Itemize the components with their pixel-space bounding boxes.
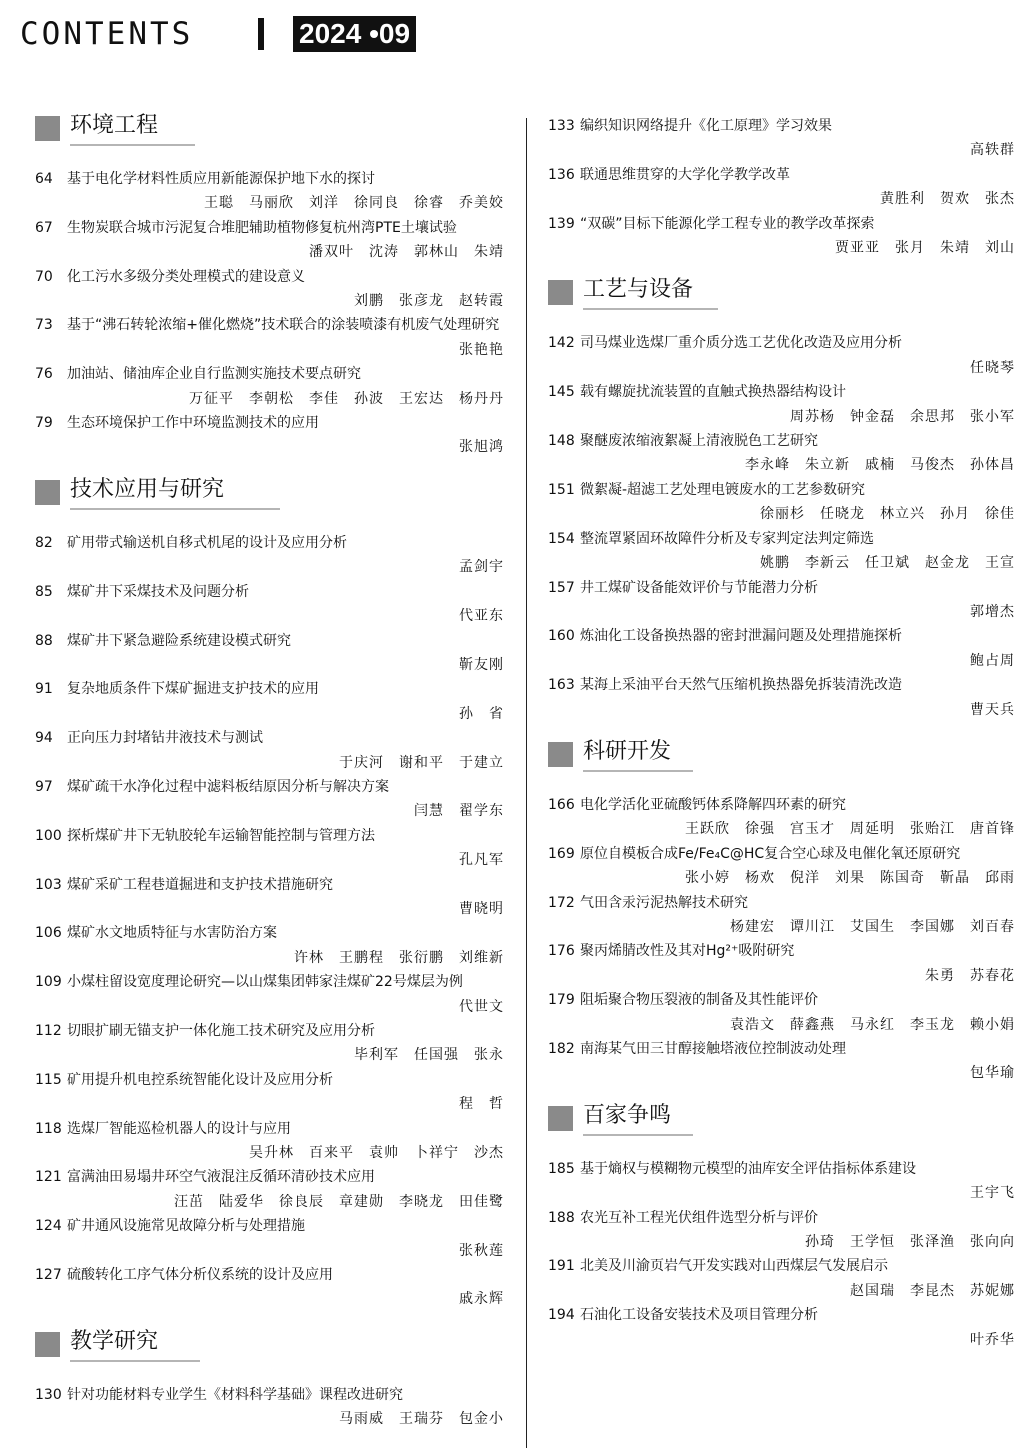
article-authors: 马雨威 王瑞芬 包金小 — [339, 1411, 504, 1428]
toc-entry[interactable] — [548, 988, 1015, 1037]
header-divider-bar — [258, 18, 264, 50]
toc-entry[interactable] — [548, 1303, 1015, 1352]
entry-title-line — [548, 380, 1015, 404]
toc-entry[interactable] — [35, 411, 504, 460]
page-number: 94 — [35, 730, 53, 747]
article-authors: 程 哲 — [459, 1096, 504, 1113]
section-square-icon — [35, 116, 60, 141]
entry-title-line — [548, 429, 1015, 453]
page-number: 148 — [548, 433, 575, 450]
entry-title-line — [548, 624, 1015, 648]
article-authors: 李永峰 朱立新 戚楠 马俊杰 孙体昌 — [745, 457, 1015, 474]
article-authors: 刘鹏 张彦龙 赵转霞 — [354, 293, 504, 310]
toc-section — [548, 276, 1015, 722]
section-underline — [70, 508, 280, 510]
page-number: 109 — [35, 974, 62, 991]
article-authors: 张小婷 杨欢 倪洋 刘果 陈国奇 靳晶 邱雨 — [685, 870, 1015, 887]
article-authors: 叶乔华 — [970, 1331, 1015, 1348]
toc-entry[interactable] — [548, 624, 1015, 673]
toc-section — [548, 1102, 1015, 1352]
toc-entry[interactable] — [35, 167, 504, 216]
article-authors: 徐丽杉 任晓龙 林立兴 孙月 徐佳 — [760, 506, 1015, 523]
page-number: 151 — [548, 481, 575, 498]
article-authors: 于庆河 谢和平 于建立 — [339, 754, 504, 771]
article-title: 矿井通风设施常见故障分析与处理措施 — [67, 1218, 305, 1235]
page-number: 157 — [548, 579, 575, 596]
article-authors: 王宇飞 — [970, 1185, 1015, 1202]
entry-title-line — [548, 1157, 1015, 1181]
article-authors: 包华瑜 — [970, 1065, 1015, 1082]
article-authors: 贾亚亚 张月 朱靖 刘山 — [835, 240, 1015, 257]
article-title: 硫酸转化工序气体分析仪系统的设计及应用 — [67, 1267, 333, 1284]
toc-entry[interactable] — [548, 163, 1015, 212]
page-number: 82 — [35, 534, 53, 551]
article-authors: 曹天兵 — [970, 701, 1015, 718]
toc-entry[interactable] — [548, 891, 1015, 940]
entry-title-line — [35, 677, 504, 701]
entry-title-line — [548, 1303, 1015, 1327]
toc-entry[interactable] — [35, 970, 504, 1019]
page-number: 130 — [35, 1386, 62, 1403]
section-underline — [70, 144, 195, 146]
page-number: 191 — [548, 1258, 575, 1275]
article-authors: 许林 王鹏程 张衍鹏 刘维新 — [294, 949, 504, 966]
toc-entry[interactable] — [548, 114, 1015, 163]
article-authors: 赵国瑞 李昆杰 苏妮娜 — [850, 1282, 1015, 1299]
page-number: 163 — [548, 677, 575, 694]
article-title: 电化学活化亚硫酸钙体系降解四环素的研究 — [580, 796, 846, 813]
toc-section — [35, 1328, 504, 1432]
page-number: 145 — [548, 384, 575, 401]
toc-entry[interactable] — [548, 1206, 1015, 1255]
page-number: 97 — [35, 778, 53, 795]
section-title: 技术应用与研究 — [70, 476, 225, 502]
entry-title-line — [548, 673, 1015, 697]
article-title: 矿用提升机电控系统智能化设计及应用分析 — [67, 1071, 333, 1088]
page-number: 182 — [548, 1041, 575, 1057]
article-title: 富满油田易塌井环空气液混注反循环清砂技术应用 — [67, 1169, 375, 1186]
article-authors: 孙琦 王学恒 张泽渔 张向向 — [805, 1234, 1015, 1251]
section-square-icon — [35, 480, 60, 505]
article-title: 生态环境保护工作中环境监测技术的应用 — [67, 415, 319, 432]
issue-badge: 2024 •09 — [293, 16, 416, 52]
toc-entry[interactable] — [35, 824, 504, 873]
toc-entry[interactable] — [35, 313, 504, 362]
page-number: 76 — [35, 366, 53, 383]
page-number: 133 — [548, 118, 575, 134]
article-authors: 王跃欣 徐强 宫玉才 周延明 张贻江 唐首锋 — [685, 821, 1015, 838]
toc-section — [548, 738, 1015, 1086]
toc-entry[interactable] — [548, 939, 1015, 988]
entry-title-line — [548, 1037, 1015, 1061]
toc-entry[interactable] — [548, 1157, 1015, 1206]
page-number: 85 — [35, 583, 53, 600]
article-title: 切眼扩刷无锚支护一体化施工技术研究及应用分析 — [67, 1023, 375, 1039]
article-authors: 张艳艳 — [459, 341, 504, 358]
article-title: 微絮凝-超滤工艺处理电镀废水的工艺参数研究 — [580, 481, 866, 498]
section-square-icon — [35, 1332, 60, 1357]
toc-entry[interactable] — [548, 793, 1015, 842]
section-square-icon — [548, 1106, 573, 1131]
article-title: 聚醚废浓缩液絮凝上清液脱色工艺研究 — [580, 433, 818, 450]
article-authors: 孙 省 — [459, 705, 504, 722]
section-heading — [548, 276, 1015, 306]
article-title: 小煤柱留设宽度理论研究—以山煤集团韩家洼煤矿22号煤层为例 — [67, 974, 463, 991]
page-number: 160 — [548, 628, 575, 645]
section-underline — [70, 1360, 200, 1362]
entry-title-line — [35, 216, 504, 240]
article-title: 阻垢聚合物压裂液的制备及其性能评价 — [580, 992, 818, 1009]
article-authors: 张秋莲 — [459, 1242, 504, 1259]
entry-title-line — [35, 313, 504, 337]
entry-title-line — [548, 891, 1015, 915]
entry-title-line — [35, 265, 504, 289]
article-title: 原位自模板合成Fe/Fe₄C@HC复合空心球及电催化氧还原研究 — [580, 845, 961, 862]
article-authors: 张旭鸿 — [459, 439, 504, 456]
section-underline — [583, 308, 718, 310]
article-title: 气田含汞污泥热解技术研究 — [580, 894, 748, 911]
section-heading — [35, 476, 504, 506]
article-authors: 代亚东 — [459, 608, 504, 625]
toc-entry[interactable] — [35, 580, 504, 629]
article-title: 基于“沸石转轮浓缩+催化燃烧”技术联合的涂装喷漆有机废气处理研究 — [67, 317, 500, 334]
toc-entry[interactable] — [548, 527, 1015, 576]
toc-entry[interactable] — [35, 1117, 504, 1166]
article-authors: 汪茁 陆爱华 徐良辰 章建勋 李晓龙 田佳鹭 — [174, 1193, 504, 1210]
page-number: 91 — [35, 681, 53, 698]
toc-entry[interactable] — [35, 1068, 504, 1117]
entry-title-line — [548, 939, 1015, 963]
article-title: 矿用带式输送机自移式机尾的设计及应用分析 — [67, 534, 347, 551]
article-title: “双碳”目标下能源化学工程专业的教学改革探索 — [580, 215, 875, 232]
toc-entry[interactable] — [35, 216, 504, 265]
page-number: 100 — [35, 827, 62, 844]
page-number: 103 — [35, 876, 62, 893]
article-authors: 王聪 马丽欣 刘洋 徐同良 徐睿 乔美姣 — [204, 195, 504, 212]
article-title: 炼油化工设备换热器的密封泄漏问题及处理措施探析 — [580, 628, 902, 645]
article-title: 南海某气田三甘醇接触塔液位控制波动处理 — [580, 1041, 846, 1057]
section-square-icon — [548, 742, 573, 767]
toc-entry[interactable] — [548, 576, 1015, 625]
section-underline — [583, 1134, 693, 1136]
entry-title-line — [548, 842, 1015, 866]
article-title: 煤矿疏干水净化过程中滤料板结原因分析与解决方案 — [67, 778, 389, 795]
article-title: 基于电化学材料性质应用新能源保护地下水的探讨 — [67, 171, 375, 187]
entry-title-line — [35, 970, 504, 994]
page-number: 188 — [548, 1209, 575, 1226]
article-title: 煤矿水文地质特征与水害防治方案 — [67, 925, 277, 942]
toc-entry[interactable] — [548, 212, 1015, 261]
article-authors: 杨建宏 谭川江 艾国生 李国娜 刘百春 — [730, 918, 1015, 935]
toc-entry[interactable] — [35, 775, 504, 824]
toc-entry[interactable] — [548, 1254, 1015, 1303]
article-title: 编织知识网络提升《化工原理》学习效果 — [580, 118, 832, 134]
toc-entry[interactable] — [35, 1019, 504, 1068]
entry-title-line — [35, 1068, 504, 1092]
toc-section — [35, 112, 504, 460]
article-title: 加油站、储油库企业自行监测实施技术要点研究 — [67, 366, 361, 383]
section-title: 工艺与设备 — [583, 277, 694, 303]
article-authors: 靳友刚 — [459, 656, 504, 673]
page-number: 127 — [35, 1267, 62, 1284]
article-title: 农光互补工程光伏组件选型分析与评价 — [580, 1209, 818, 1226]
article-authors: 潘双叶 沈涛 郭林山 朱靖 — [309, 244, 504, 261]
section-heading — [35, 112, 504, 142]
entry-title-line — [35, 531, 504, 555]
toc-entry[interactable] — [548, 842, 1015, 891]
page-number: 179 — [548, 992, 575, 1009]
section-heading — [35, 1328, 504, 1358]
section-heading — [548, 738, 1015, 768]
toc-entry[interactable] — [548, 380, 1015, 429]
entry-title-line — [35, 1263, 504, 1287]
article-authors: 朱勇 苏春花 — [925, 967, 1015, 984]
section-square-icon — [548, 280, 573, 305]
page-number: 106 — [35, 925, 62, 942]
entry-title-line — [35, 411, 504, 435]
section-underline — [583, 770, 693, 772]
toc-entry[interactable] — [35, 265, 504, 314]
toc-section — [35, 476, 504, 1312]
page-number: 185 — [548, 1160, 575, 1177]
toc-entry[interactable] — [35, 726, 504, 775]
article-authors: 吴升林 百来平 袁帅 卜祥宁 沙杰 — [249, 1145, 504, 1162]
section-title: 科研开发 — [583, 738, 672, 764]
toc-entry[interactable] — [35, 1165, 504, 1214]
article-authors: 孟剑宇 — [459, 559, 504, 576]
entry-title-line — [548, 527, 1015, 551]
article-title: 司马煤业选煤厂重介质分选工艺优化改造及应用分析 — [580, 335, 902, 352]
entry-title-line — [35, 726, 504, 750]
article-title: 针对功能材料专业学生《材料科学基础》课程改进研究 — [67, 1386, 403, 1403]
page-number: 79 — [35, 415, 53, 432]
article-authors: 袁浩文 薛鑫燕 马永红 李玉龙 赖小娟 — [730, 1016, 1015, 1033]
entry-title-line — [35, 1165, 504, 1189]
article-title: 基于熵权与模糊物元模型的油库安全评估指标体系建设 — [580, 1160, 916, 1177]
article-title: 复杂地质条件下煤矿掘进支护技术的应用 — [67, 681, 319, 698]
toc-entry[interactable] — [35, 677, 504, 726]
page-number: 121 — [35, 1169, 62, 1186]
toc-section — [548, 114, 1015, 260]
page-number: 124 — [35, 1218, 62, 1235]
page-number: 115 — [35, 1071, 62, 1088]
article-title: 聚丙烯腈改性及其对Hg²⁺吸附研究 — [580, 943, 795, 960]
page-number: 112 — [35, 1023, 62, 1039]
entry-title-line — [35, 1019, 504, 1043]
entry-title-line — [35, 1117, 504, 1141]
contents-title: CONTENTS — [20, 16, 194, 52]
toc-entry[interactable] — [35, 362, 504, 411]
entry-title-line — [548, 576, 1015, 600]
article-authors: 代世文 — [459, 998, 504, 1015]
toc-entry[interactable] — [35, 1263, 504, 1312]
article-title: 载有螺旋扰流装置的直触式换热器结构设计 — [580, 384, 846, 401]
article-authors: 鲍占周 — [970, 652, 1015, 669]
entry-title-line — [548, 1206, 1015, 1230]
page-number: 88 — [35, 632, 53, 649]
article-authors: 姚鹏 李新云 任卫斌 赵金龙 王宣 — [760, 555, 1015, 572]
entry-title-line — [35, 167, 504, 191]
entry-title-line — [548, 793, 1015, 817]
article-title: 整流罩紧固环故障件分析及专家判定法判定筛选 — [580, 530, 874, 547]
toc-entry[interactable] — [548, 429, 1015, 478]
entry-title-line — [548, 163, 1015, 187]
article-authors: 高轶群 — [970, 142, 1015, 159]
page-number: 64 — [35, 171, 53, 187]
article-title: 煤矿井下紧急避险系统建设模式研究 — [67, 632, 291, 649]
page-number: 194 — [548, 1307, 575, 1324]
page-number: 139 — [548, 215, 575, 232]
article-title: 联通思维贯穿的大学化学教学改革 — [580, 166, 790, 183]
entry-title-line — [548, 212, 1015, 236]
page-number: 172 — [548, 894, 575, 911]
article-title: 北美及川渝页岩气开发实践对山西煤层气发展启示 — [580, 1258, 888, 1275]
article-title: 煤矿采矿工程巷道掘进和支护技术措施研究 — [67, 876, 333, 893]
section-title: 环境工程 — [70, 113, 159, 138]
toc-entry[interactable] — [35, 629, 504, 678]
toc-entry[interactable] — [35, 921, 504, 970]
article-title: 探析煤矿井下无轨胶轮车运输智能控制与管理方法 — [67, 827, 375, 844]
entry-title-line — [35, 580, 504, 604]
right-column — [548, 114, 1015, 1352]
article-title: 选煤厂智能巡检机器人的设计与应用 — [67, 1120, 291, 1137]
article-title: 石油化工设备安装技术及项目管理分析 — [580, 1307, 818, 1324]
article-authors: 周苏杨 钟金磊 余思邦 张小军 — [790, 408, 1015, 425]
column-divider — [526, 118, 527, 1448]
header — [20, 14, 193, 54]
section-title: 百家争鸣 — [583, 1102, 672, 1128]
entry-title-line — [548, 988, 1015, 1012]
toc-entry[interactable] — [35, 1214, 504, 1263]
toc-entry[interactable] — [548, 1037, 1015, 1086]
article-authors: 闫慧 翟学东 — [414, 803, 504, 820]
toc-entry[interactable] — [35, 873, 504, 922]
entry-title-line — [548, 478, 1015, 502]
left-column — [35, 112, 504, 1432]
article-title: 化工污水多级分类处理模式的建设意义 — [67, 268, 305, 285]
toc-entry[interactable] — [548, 673, 1015, 722]
entry-title-line — [35, 824, 504, 848]
page-number: 166 — [548, 796, 575, 813]
toc-entry[interactable] — [548, 331, 1015, 380]
page-number: 136 — [548, 166, 575, 183]
page-number: 67 — [35, 219, 53, 236]
article-authors: 任晓琴 — [970, 359, 1015, 376]
article-authors: 曹晓明 — [459, 900, 504, 917]
article-authors: 黄胜利 贺欢 张杰 — [880, 191, 1015, 208]
article-authors: 毕利军 任国强 张永 — [354, 1047, 504, 1064]
entry-title-line — [548, 1254, 1015, 1278]
entry-title-line — [35, 921, 504, 945]
page-number: 154 — [548, 530, 575, 547]
article-authors: 戚永辉 — [459, 1291, 504, 1308]
toc-entry[interactable] — [35, 1383, 504, 1432]
entry-title-line — [35, 629, 504, 653]
page-number: 176 — [548, 943, 575, 960]
article-authors: 万征平 李朝松 李佳 孙波 王宏达 杨丹丹 — [189, 390, 504, 407]
section-title: 教学研究 — [70, 1328, 159, 1354]
article-title: 生物炭联合城市污泥复合堆肥辅助植物修复杭州湾PTE土壤试验 — [67, 219, 457, 236]
page-number: 142 — [548, 335, 575, 352]
entry-title-line — [548, 331, 1015, 355]
article-title: 正向压力封堵钻井液技术与测试 — [67, 730, 263, 747]
page-number: 169 — [548, 845, 575, 862]
article-title: 煤矿井下采煤技术及问题分析 — [67, 583, 249, 600]
toc-entry[interactable] — [548, 478, 1015, 527]
entry-title-line — [35, 1383, 504, 1407]
page-number: 70 — [35, 268, 53, 285]
article-title: 某海上采油平台天然气压缩机换热器免拆装清洗改造 — [580, 677, 902, 694]
entry-title-line — [35, 1214, 504, 1238]
article-authors: 孔凡军 — [459, 852, 504, 869]
toc-entry[interactable] — [35, 531, 504, 580]
page-number: 118 — [35, 1120, 62, 1137]
page-number: 73 — [35, 317, 53, 334]
section-heading — [548, 1102, 1015, 1132]
article-title: 井工煤矿设备能效评价与节能潜力分析 — [580, 579, 818, 596]
entry-title-line — [35, 362, 504, 386]
article-authors: 郭增杰 — [970, 603, 1015, 620]
entry-title-line — [35, 873, 504, 897]
entry-title-line — [548, 114, 1015, 138]
entry-title-line — [35, 775, 504, 799]
